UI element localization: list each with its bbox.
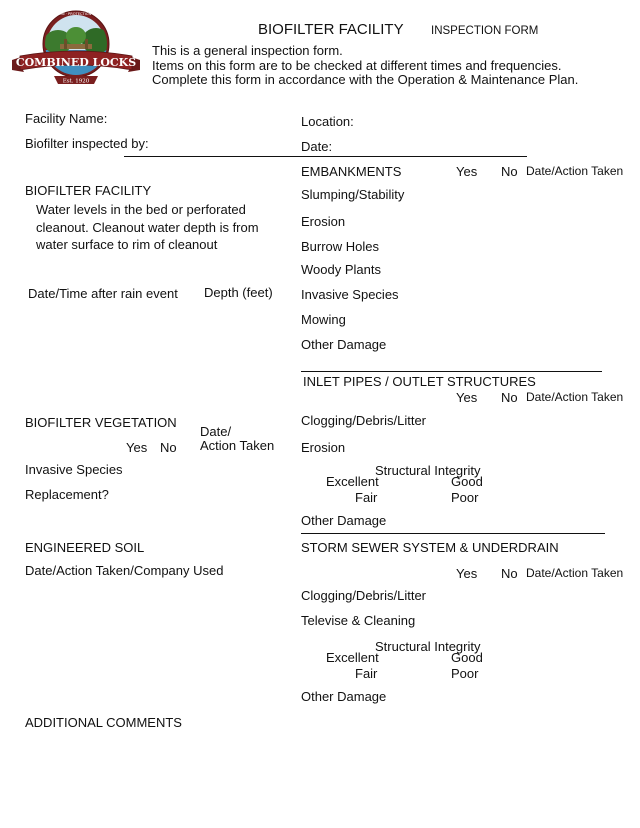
embankments-item: Burrow Holes — [301, 239, 380, 254]
embankments-item: Invasive Species — [301, 287, 399, 302]
storm-integrity-label: Structural Integrity — [375, 639, 481, 654]
storm-item-clogging: Clogging/Debris/Litter — [301, 588, 427, 603]
inlet-date-label: Date/Action Taken — [526, 390, 624, 404]
inlet-no-label: No — [501, 390, 518, 405]
vegetation-item-replacement: Replacement? — [25, 487, 109, 502]
vegetation-date-label-1: Date/ — [200, 424, 232, 439]
facility-name-label: Facility Name: — [25, 111, 108, 126]
inlet-other-damage: Other Damage — [301, 513, 387, 528]
embankments-item: Woody Plants — [301, 262, 381, 277]
embankments-heading: EMBANKMENTS — [301, 164, 402, 179]
intro-line-1: This is a general inspection form. — [152, 43, 343, 58]
inlet-item-clogging: Clogging/Debris/Litter — [301, 413, 427, 428]
embankments-item: Mowing — [301, 312, 346, 327]
storm-fair-label: Fair — [355, 666, 378, 681]
storm-item-televise: Televise & Cleaning — [301, 613, 416, 628]
vegetation-date-label-2: Action Taken — [200, 438, 275, 453]
additional-comments-label: ADDITIONAL COMMENTS — [25, 715, 182, 730]
embankments-item: Erosion — [301, 214, 346, 229]
section-divider — [301, 371, 602, 372]
embankments-date-label: Date/Action Taken — [526, 164, 624, 178]
vegetation-yes-label: Yes — [126, 440, 148, 455]
inspected-by-label: Biofilter inspected by: — [25, 136, 149, 151]
storm-poor-label: Poor — [451, 666, 479, 681]
facility-desc-1: Water levels in the bed or perforated — [36, 202, 246, 217]
storm-heading: STORM SEWER SYSTEM & UNDERDRAIN — [301, 540, 559, 555]
storm-yes-label: Yes — [456, 566, 478, 581]
inlet-excellent-label: Excellent — [326, 474, 379, 489]
inlet-item-erosion: Erosion — [301, 440, 346, 455]
facility-desc-3: water surface to rim of cleanout — [36, 237, 218, 252]
storm-date-label: Date/Action Taken — [526, 566, 624, 580]
form-title: BIOFILTER FACILITY — [258, 21, 404, 38]
inlet-good-label: Good — [451, 474, 483, 489]
form-label: INSPECTION FORM — [431, 25, 539, 37]
soil-subheading: Date/Action Taken/Company Used — [25, 563, 224, 578]
embankments-no-label: No — [501, 164, 518, 179]
embankments-item: Other Damage — [301, 337, 387, 352]
soil-heading: ENGINEERED SOIL — [25, 540, 145, 555]
embankments-yes-label: Yes — [456, 164, 478, 179]
storm-excellent-label: Excellent — [326, 650, 379, 665]
date-label: Date: — [301, 139, 333, 154]
logo-banner-text: COMBINED LOCKS — [15, 56, 137, 69]
col-depth-label: Depth (feet) — [204, 285, 273, 300]
inlet-heading: INLET PIPES / OUTLET STRUCTURES — [303, 374, 536, 389]
inlet-poor-label: Poor — [451, 490, 479, 505]
intro-line-3: Complete this form in accordance with the Operation & Maintenance Plan. — [152, 72, 579, 87]
intro-line-2: Items on this form are to be checked at different times and frequencies. — [152, 58, 562, 73]
embankments-item: Slumping/Stability — [301, 187, 405, 202]
col-datetime-label: Date/Time after rain event — [28, 286, 178, 301]
combined-locks-logo — [10, 6, 142, 92]
storm-other-damage: Other Damage — [301, 689, 387, 704]
vegetation-item-invasive: Invasive Species — [25, 462, 123, 477]
vegetation-heading: BIOFILTER VEGETATION — [25, 415, 177, 430]
section-divider — [301, 533, 605, 534]
logo-top-text: PRESERVATION · PROTECTION · PROGRESS — [37, 12, 115, 16]
storm-good-label: Good — [451, 650, 483, 665]
inlet-integrity-label: Structural Integrity — [375, 463, 481, 478]
inlet-yes-label: Yes — [456, 390, 478, 405]
vegetation-no-label: No — [160, 440, 177, 455]
facility-heading: BIOFILTER FACILITY — [25, 183, 152, 198]
inlet-fair-label: Fair — [355, 490, 378, 505]
facility-desc-2: cleanout. Cleanout water depth is from — [36, 220, 259, 235]
divider-line — [124, 156, 527, 157]
storm-no-label: No — [501, 566, 518, 581]
logo-est-text: Est. 1920 — [62, 78, 90, 85]
location-label: Location: — [301, 114, 354, 129]
